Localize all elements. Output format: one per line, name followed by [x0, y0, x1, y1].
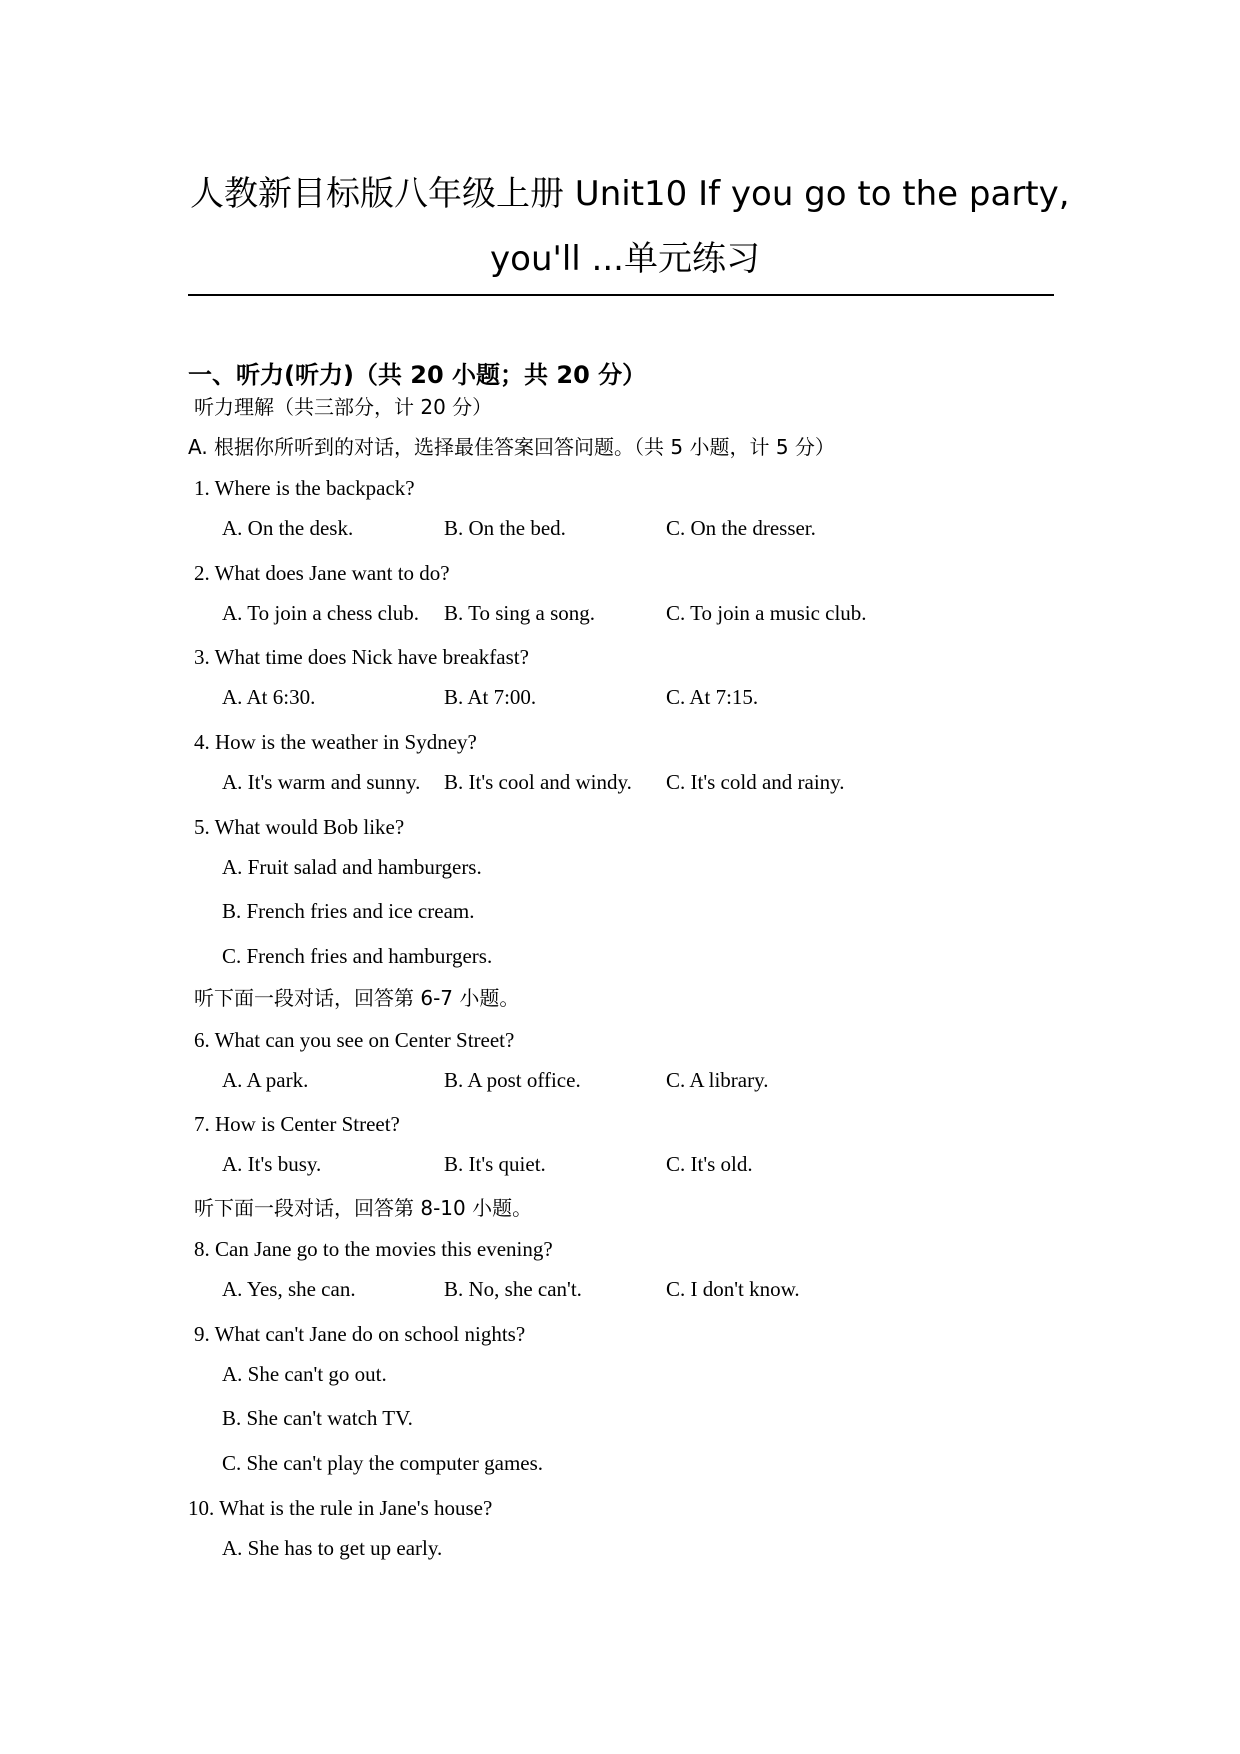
question-1: 1. Where is the backpack?	[194, 476, 415, 500]
section-heading: 一、听力(听力)（共 20 小题；共 20 分）	[188, 361, 647, 389]
q6-option-a: A. A park.	[222, 1068, 309, 1092]
q4-option-a: A. It's warm and sunny.	[222, 770, 421, 794]
q6-option-b: B. A post office.	[444, 1068, 581, 1092]
instruction-q8-10: 听下面一段对话，回答第 8-10 小题。	[194, 1196, 533, 1220]
question-10: 10. What is the rule in Jane's house?	[188, 1496, 493, 1520]
question-8: 8. Can Jane go to the movies this evening?	[194, 1237, 553, 1261]
q3-option-b: B. At 7:00.	[444, 685, 537, 709]
q4-option-b: B. It's cool and windy.	[444, 770, 632, 794]
q8-option-b: B. No, she can't.	[444, 1277, 582, 1301]
q5-option-b: B. French fries and ice cream.	[222, 899, 475, 923]
instruction-q6-7: 听下面一段对话，回答第 6-7 小题。	[194, 986, 520, 1010]
q6-option-c: C. A library.	[666, 1068, 769, 1092]
q9-option-a: A. She can't go out.	[222, 1362, 387, 1386]
question-6: 6. What can you see on Center Street?	[194, 1028, 515, 1052]
q7-option-a: A. It's busy.	[222, 1152, 322, 1176]
q1-option-c: C. On the dresser.	[666, 516, 816, 540]
title-divider	[188, 294, 1054, 296]
question-9: 9. What can't Jane do on school nights?	[194, 1322, 526, 1346]
q8-option-a: A. Yes, she can.	[222, 1277, 356, 1301]
q10-option-a: A. She has to get up early.	[222, 1536, 443, 1560]
question-5: 5. What would Bob like?	[194, 815, 405, 839]
q8-option-c: C. I don't know.	[666, 1277, 800, 1301]
q1-option-b: B. On the bed.	[444, 516, 566, 540]
q7-option-c: C. It's old.	[666, 1152, 753, 1176]
q4-option-c: C. It's cold and rainy.	[666, 770, 845, 794]
section-subheading: 听力理解（共三部分，计 20 分）	[194, 395, 493, 419]
q5-option-c: C. French fries and hamburgers.	[222, 944, 493, 968]
q2-option-c: C. To join a music club.	[666, 601, 867, 625]
document-title-line1: 人教新目标版八年级上册 Unit10 If you go to the party,	[190, 174, 1070, 214]
document-title-line2: you'll ...单元练习	[490, 239, 760, 279]
q9-option-b: B. She can't watch TV.	[222, 1406, 413, 1430]
part-a-instruction: A. 根据你所听到的对话，选择最佳答案回答问题。（共 5 小题，计 5 分）	[188, 435, 835, 459]
q3-option-a: A. At 6:30.	[222, 685, 316, 709]
q5-option-a: A. Fruit salad and hamburgers.	[222, 855, 482, 879]
q2-option-a: A. To join a chess club.	[222, 601, 420, 625]
q1-option-a: A. On the desk.	[222, 516, 354, 540]
q2-option-b: B. To sing a song.	[444, 601, 595, 625]
q9-option-c: C. She can't play the computer games.	[222, 1451, 544, 1475]
question-7: 7. How is Center Street?	[194, 1112, 400, 1136]
q7-option-b: B. It's quiet.	[444, 1152, 546, 1176]
question-2: 2. What does Jane want to do?	[194, 561, 450, 585]
question-4: 4. How is the weather in Sydney?	[194, 730, 477, 754]
question-3: 3. What time does Nick have breakfast?	[194, 645, 529, 669]
q3-option-c: C. At 7:15.	[666, 685, 759, 709]
